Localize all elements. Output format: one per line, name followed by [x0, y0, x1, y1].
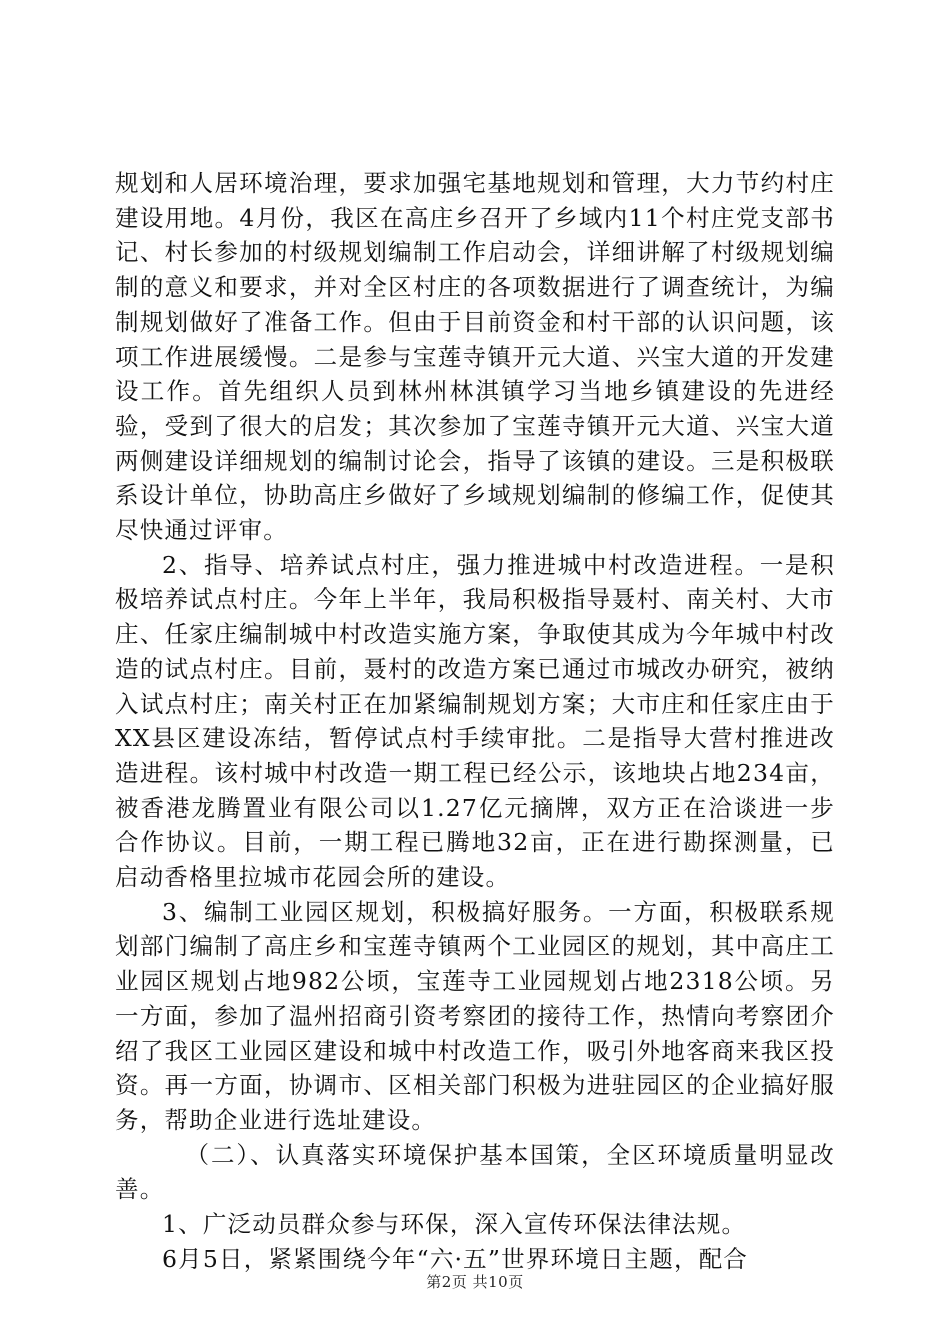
section-heading-environment: （二）、认真落实环境保护基本国策，全区环境质量明显改善。	[115, 1140, 835, 1204]
page-number: 第2页 共10页	[426, 1273, 524, 1291]
document-body	[115, 166, 835, 1277]
paragraph-planning-continued: 规划和人居环境治理，要求加强宅基地规划和管理，大力节约村庄建设用地。4月份，我区在高庄乡召开了乡域内11个村庄党支部书记、村长参加的村级规划编制工作启动会，详细讲解了村级规划编制的意义和要求，并对全区村庄的各项数据进行了调查统计，为编制规划做好了准备工作。但由于目前资金和村干部的认识问题，该项工作进展缓慢。二是参与宝莲寺镇开元大道、兴宝大道的开发建设工作。首先组织人员到林州林淇镇学习当地乡镇建设的先进经验，受到了很大的启发；其次参加了宝莲寺镇开元大道、兴宝大道两侧建设详细规划的编制讨论会，指导了该镇的建设。三是积极联系设计单位，协助高庄乡做好了乡域规划编制的修编工作，促使其尽快通过评审。	[115, 169, 835, 545]
paragraph-environment-day: 6月5日，紧紧围绕今年“六·五”世界环境日主题，配合	[162, 1244, 749, 1273]
paragraph-pilot-villages: 2、指导、培养试点村庄，强力推进城中村改造进程。一是积极培养试点村庄。今年上半年，我局积极指导聂村、南关村、大市庄、任家庄编制城中村改造实施方案，争取使其成为今年城中村改造的试点村庄。目前，聂村的改造方案已通过市城改办研究，被纳入试点村庄；南关村正在加紧编制规划方案；大市庄和任家庄由于XX县区建设冻结，暂停试点村手续审批。二是指导大营村推进改造进程。该村城中村改造一期工程已经公示，该地块占地234亩，被香港龙腾置业有限公司以1.27亿元摘牌，双方正在洽谈进一步合作协议。目前，一期工程已腾地32亩，正在进行勘探测量，已启动香格里拉城市花园会所的建设。	[115, 550, 835, 892]
page-footer	[0, 1271, 950, 1292]
subheading-environment-publicity: 1、广泛动员群众参与环保，深入宣传环保法律法规。	[162, 1210, 747, 1239]
paragraph-industrial-parks: 3、编制工业园区规划，积极搞好服务。一方面，积极联系规划部门编制了高庄乡和宝莲寺镇两个工业园区的规划，其中高庄工业园区规划占地982公顷，宝莲寺工业园规划占地2318公顷。另一方面，参加了温州招商引资考察团的接待工作，热情向考察团介绍了我区工业园区建设和城中村改造工作，吸引外地客商来我区投资。再一方面，协调市、区相关部门积极为进驻园区的企业搞好服务，帮助企业进行选址建设。	[115, 897, 835, 1134]
